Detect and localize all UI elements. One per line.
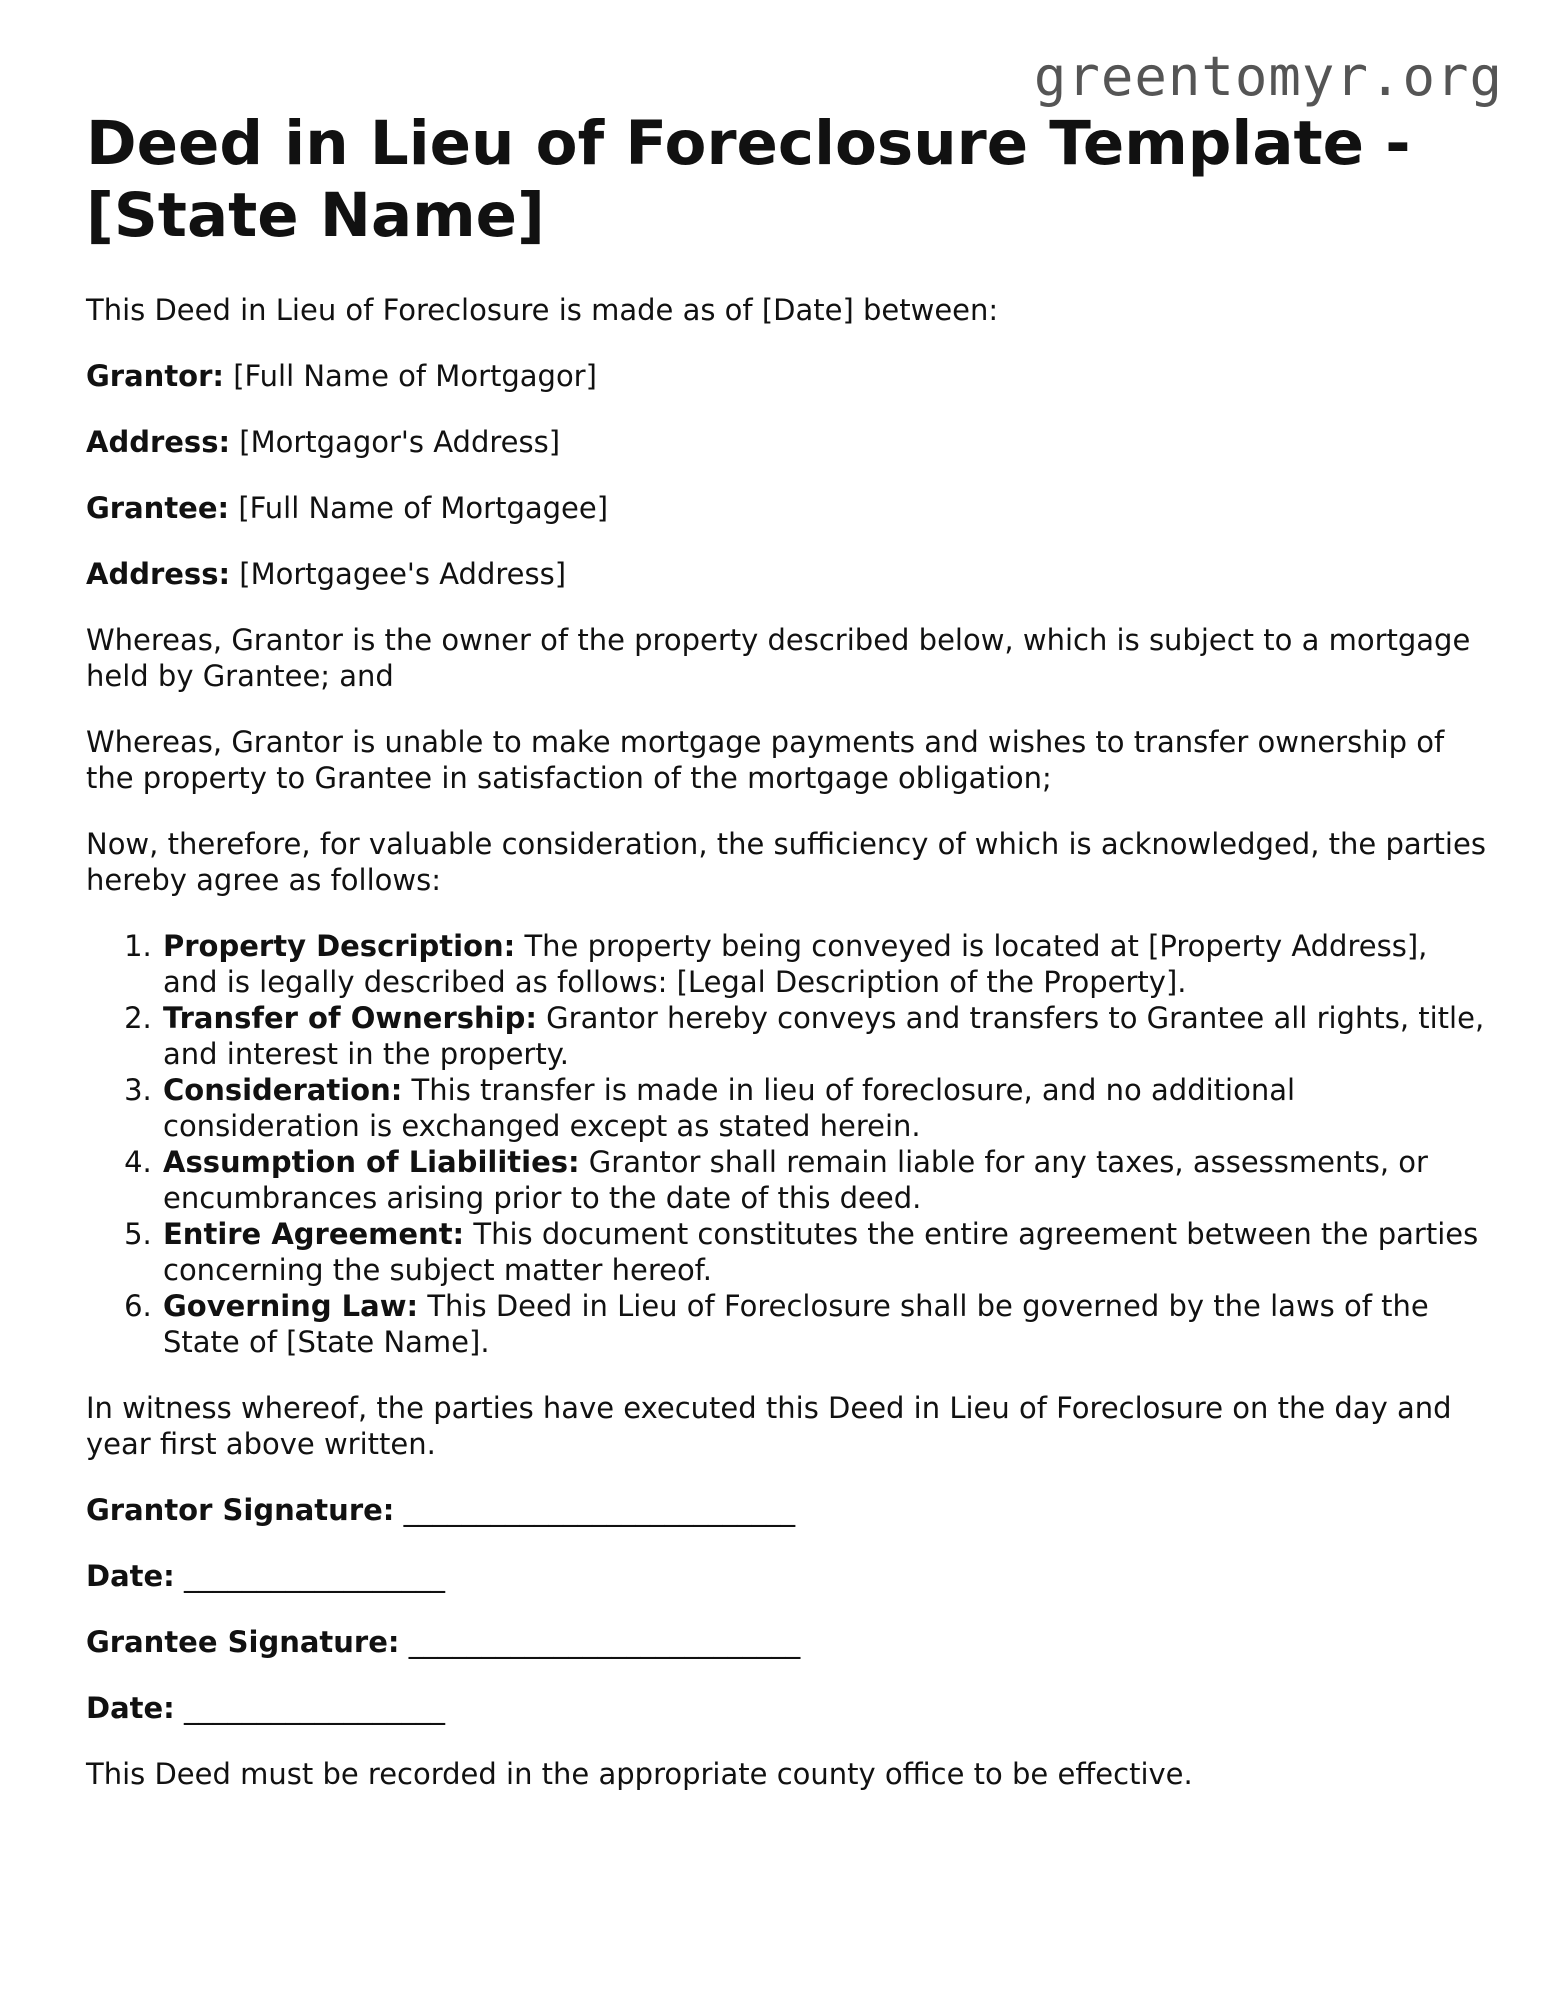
signature-line: __________________ xyxy=(174,1691,445,1725)
term-title: Transfer of Ownership: xyxy=(163,1001,537,1035)
party-value: [Full Name of Mortgagee] xyxy=(229,491,609,525)
signature-line: ___________________________ xyxy=(394,1493,796,1527)
recital-ownership: Whereas, Grantor is the owner of the property described below, which is subject to a mortgage held by Grantee; and xyxy=(86,623,1471,693)
term-title: Assumption of Liabilities: xyxy=(163,1145,580,1179)
term-item xyxy=(161,1288,1486,1360)
term-title: Property Description: xyxy=(163,929,516,963)
party-label: Grantee: xyxy=(86,491,230,525)
term-item xyxy=(161,1144,1486,1216)
signature-grantee-date xyxy=(86,1690,1486,1726)
term-title: Consideration: xyxy=(163,1073,403,1107)
party-value: [Full Name of Mortgagor] xyxy=(224,359,597,393)
party-grantor-name xyxy=(86,358,1486,394)
party-grantee-name xyxy=(86,490,1486,526)
term-item xyxy=(161,1072,1486,1144)
document-page xyxy=(86,108,1486,1822)
term-title: Entire Agreement: xyxy=(163,1217,465,1251)
signature-label: Date: xyxy=(86,1559,175,1593)
term-text: Grantor shall remain liable for any taxes, assessments, or encumbrances arising prior to the date of this deed. xyxy=(163,1145,1428,1215)
signature-grantor-date xyxy=(86,1558,1486,1594)
document-title: Deed in Lieu of Foreclosure Template - [State Name] xyxy=(86,108,1411,251)
term-title: Governing Law: xyxy=(163,1289,419,1323)
term-text: This transfer is made in lieu of foreclosure, and no additional consideration is exchanged except as stated herein. xyxy=(163,1073,1296,1143)
recital-agreement: Now, therefore, for valuable consideration, the sufficiency of which is acknowledged, the parties hereby agree as follows: xyxy=(86,827,1486,897)
signature-line: __________________ xyxy=(174,1559,445,1593)
party-value: [Mortgagor's Address] xyxy=(230,425,561,459)
term-item xyxy=(161,1216,1486,1288)
term-item xyxy=(161,928,1486,1000)
party-value: [Mortgagee's Address] xyxy=(230,557,567,591)
signature-label: Grantee Signature: xyxy=(86,1625,400,1659)
intro-paragraph: This Deed in Lieu of Foreclosure is made as of [Date] between: xyxy=(86,293,999,327)
signature-label: Date: xyxy=(86,1691,175,1725)
term-text: Grantor hereby conveys and transfers to Grantee all rights, title, and interest in the property. xyxy=(163,1001,1485,1071)
party-label: Address: xyxy=(86,425,231,459)
party-label: Grantor: xyxy=(86,359,225,393)
term-item xyxy=(161,1000,1486,1072)
recording-notice: This Deed must be recorded in the appropriate county office to be effective. xyxy=(86,1757,1193,1791)
witness-paragraph: In witness whereof, the parties have executed this Deed in Lieu of Foreclosure on the day and year first above written. xyxy=(86,1391,1452,1461)
terms-list xyxy=(86,928,1486,1360)
term-text: This Deed in Lieu of Foreclosure shall be governed by the laws of the State of [State Name]. xyxy=(163,1289,1429,1359)
watermark-text: greentomyr.org xyxy=(1033,45,1503,108)
party-label: Address: xyxy=(86,557,231,591)
signature-label: Grantor Signature: xyxy=(86,1493,395,1527)
term-text: The property being conveyed is located at [Property Address], and is legally described as follows: [Legal Description of the Property]. xyxy=(163,929,1428,999)
signature-line: ___________________________ xyxy=(399,1625,801,1659)
signature-grantee xyxy=(86,1624,1486,1660)
recital-transfer: Whereas, Grantor is unable to make mortgage payments and wishes to transfer ownership of the property to Grantee in satisfaction of the mortgage obligation; xyxy=(86,725,1445,795)
party-grantor-address xyxy=(86,424,1486,460)
party-grantee-address xyxy=(86,556,1486,592)
term-text: This document constitutes the entire agreement between the parties concerning the subject matter hereof. xyxy=(163,1217,1479,1287)
signature-grantor xyxy=(86,1492,1486,1528)
